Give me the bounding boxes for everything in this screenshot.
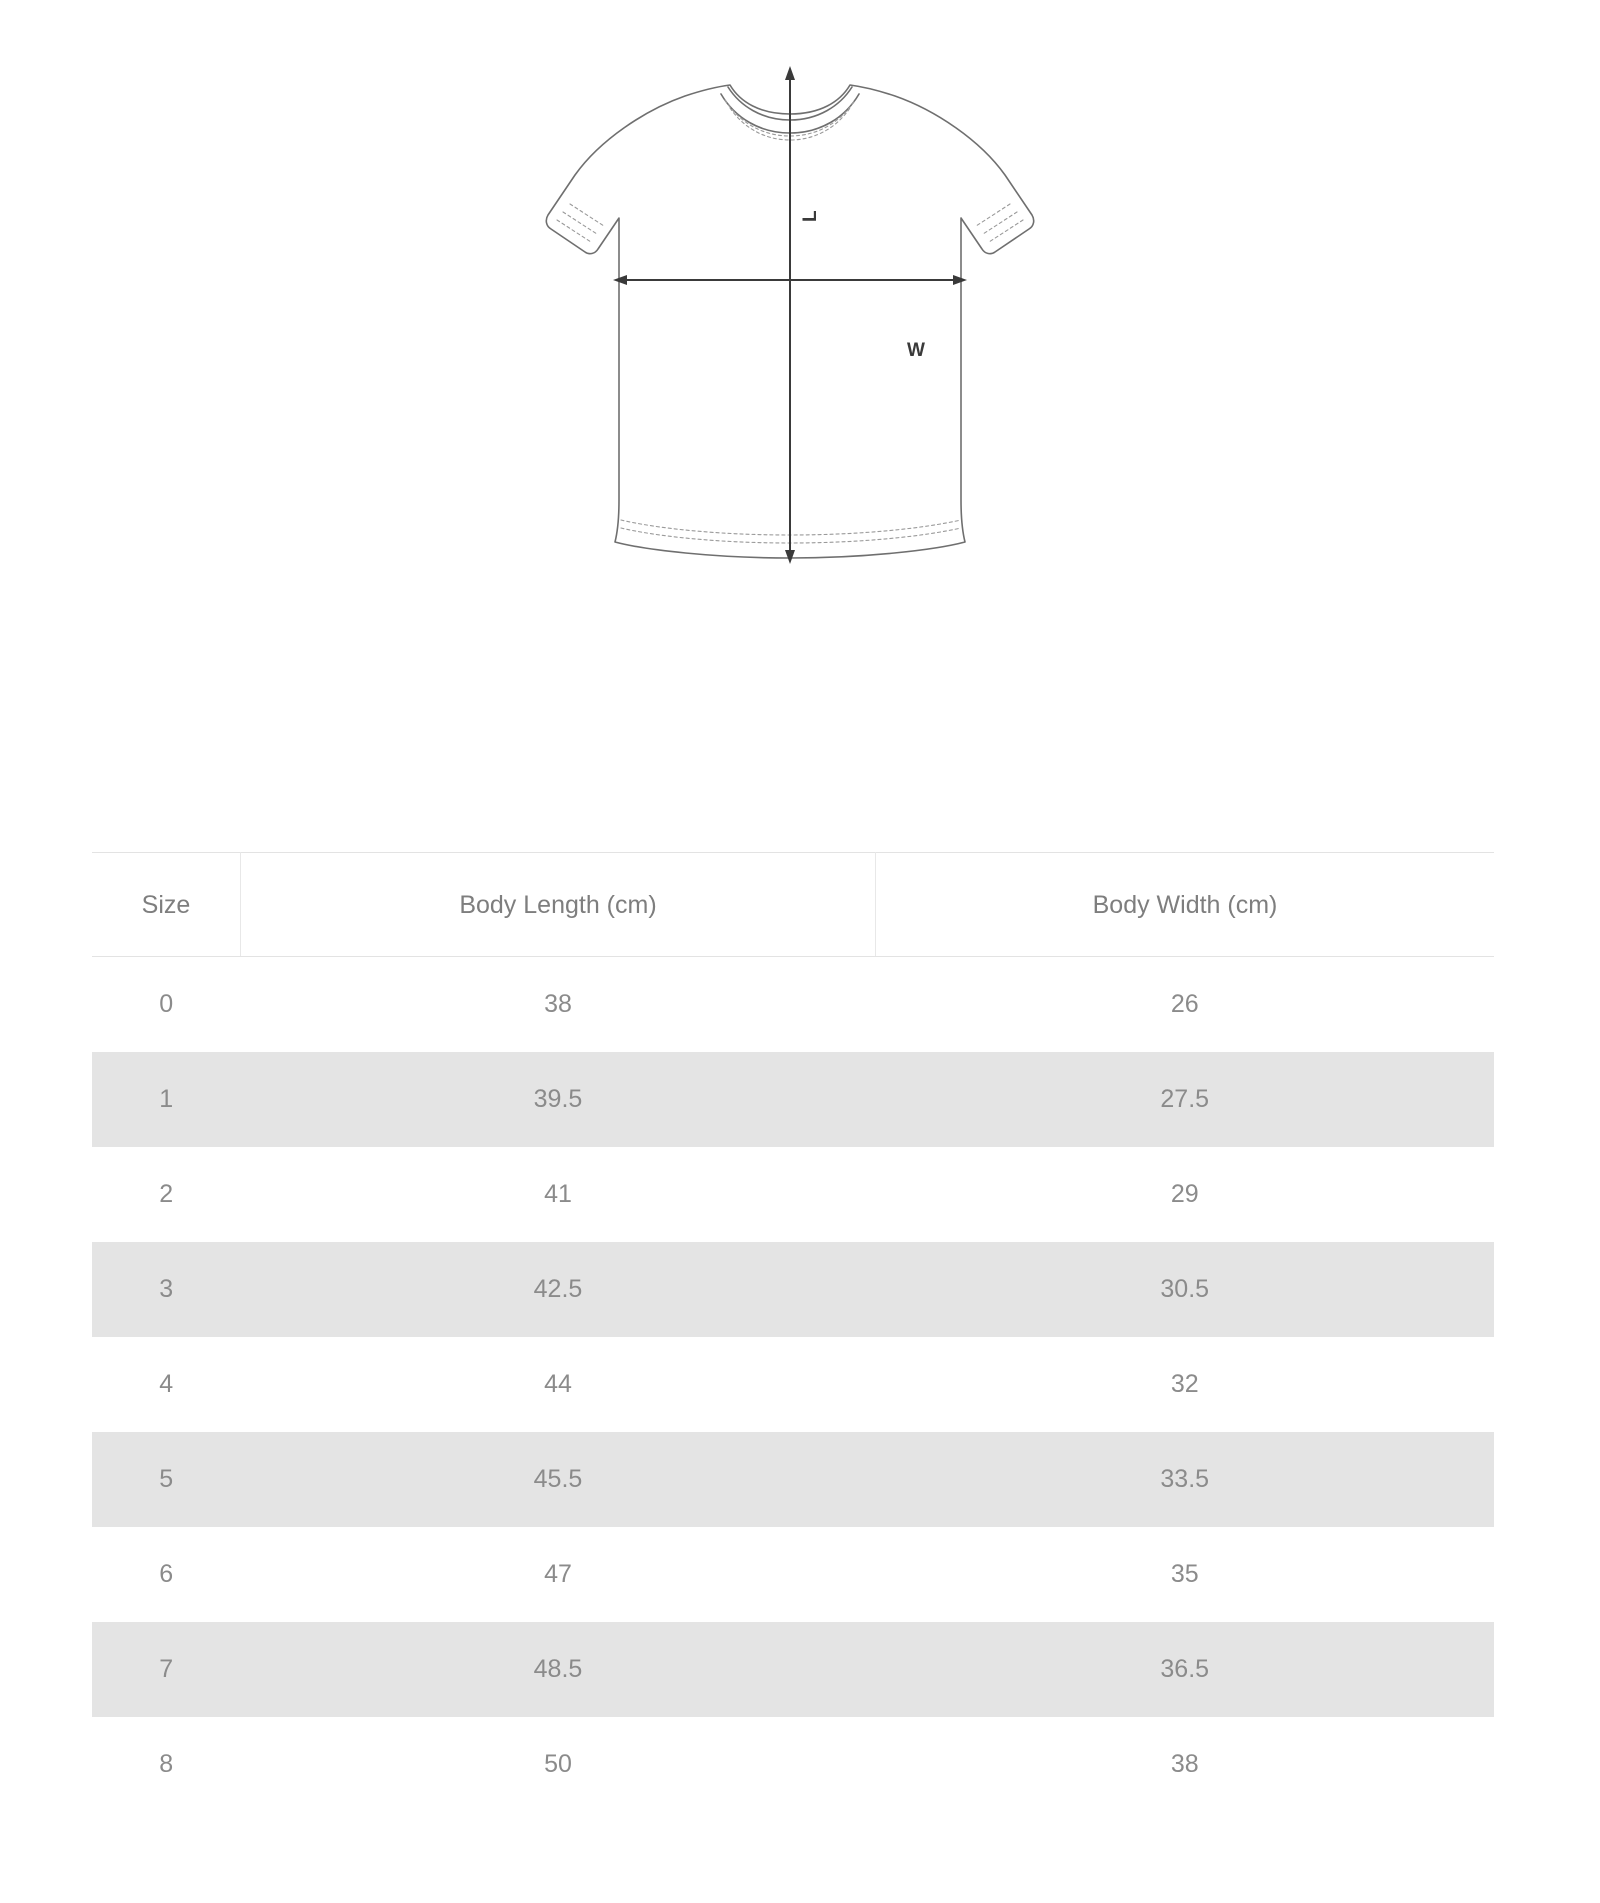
cell-body-width: 32	[876, 1337, 1495, 1432]
length-dimension-label: L	[800, 209, 821, 222]
cell-body-length: 47	[241, 1527, 876, 1622]
cell-size: 0	[92, 957, 241, 1053]
column-header-size: Size	[92, 853, 241, 957]
cell-body-width: 26	[876, 957, 1495, 1053]
table-row	[92, 1337, 1494, 1432]
cell-body-length: 42.5	[241, 1242, 876, 1337]
size-table-body	[92, 957, 1494, 1813]
cell-body-length: 48.5	[241, 1622, 876, 1717]
size-table	[92, 852, 1494, 1812]
table-row	[92, 957, 1494, 1053]
cell-size: 1	[92, 1052, 241, 1147]
size-table-container	[92, 852, 1492, 1812]
cell-body-length: 39.5	[241, 1052, 876, 1147]
cell-size: 2	[92, 1147, 241, 1242]
cell-size: 5	[92, 1432, 241, 1527]
table-row	[92, 1147, 1494, 1242]
cell-size: 4	[92, 1337, 241, 1432]
cell-body-length: 44	[241, 1337, 876, 1432]
column-header-body-length: Body Length (cm)	[241, 853, 876, 957]
table-row	[92, 1527, 1494, 1622]
cell-body-width: 38	[876, 1717, 1495, 1812]
cell-body-width: 30.5	[876, 1242, 1495, 1337]
table-header-row	[92, 853, 1494, 957]
cell-body-width: 35	[876, 1527, 1495, 1622]
cell-body-length: 41	[241, 1147, 876, 1242]
table-row	[92, 1242, 1494, 1337]
cell-body-length: 50	[241, 1717, 876, 1812]
cell-body-length: 38	[241, 957, 876, 1053]
width-dimension-label: W	[907, 340, 926, 361]
cell-body-width: 27.5	[876, 1052, 1495, 1147]
cell-size: 7	[92, 1622, 241, 1717]
column-header-body-width: Body Width (cm)	[876, 853, 1495, 957]
cell-size: 6	[92, 1527, 241, 1622]
tshirt-illustration	[395, 30, 1095, 730]
size-table-head	[92, 853, 1494, 957]
garment-diagram	[0, 0, 1600, 830]
cell-body-length: 45.5	[241, 1432, 876, 1527]
table-row	[92, 1622, 1494, 1717]
table-row	[92, 1432, 1494, 1527]
cell-body-width: 36.5	[876, 1622, 1495, 1717]
cell-body-width: 33.5	[876, 1432, 1495, 1527]
cell-size: 3	[92, 1242, 241, 1337]
table-row	[92, 1052, 1494, 1147]
cell-size: 8	[92, 1717, 241, 1812]
table-row	[92, 1717, 1494, 1812]
cell-body-width: 29	[876, 1147, 1495, 1242]
